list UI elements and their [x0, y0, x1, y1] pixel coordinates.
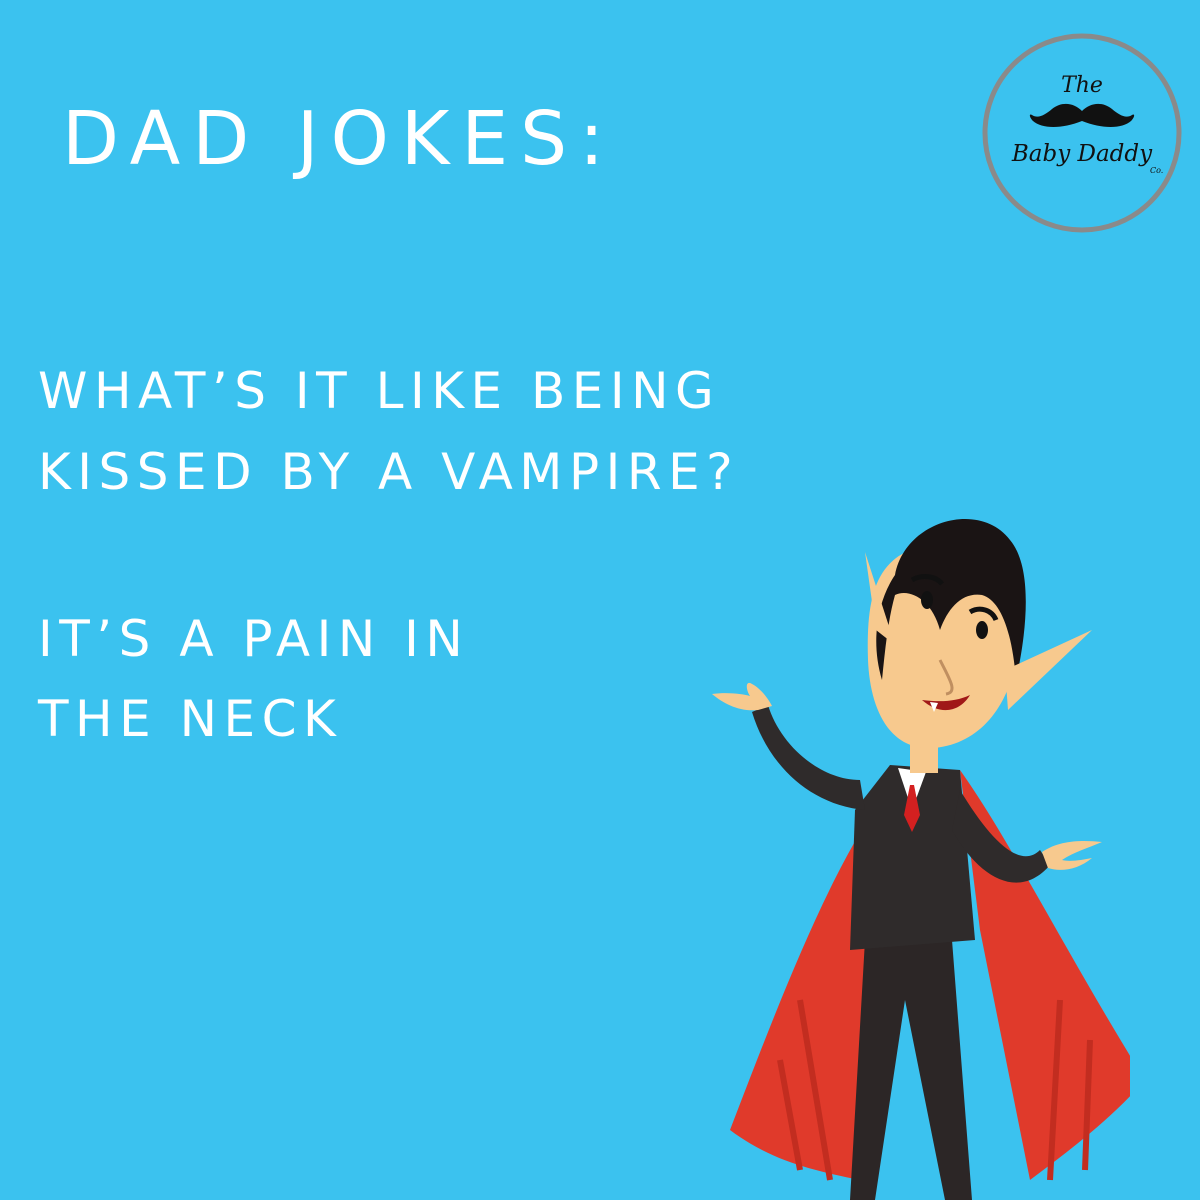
vampire-right-hand [1042, 841, 1102, 870]
joke-question-line-2: KISSED BY A VAMPIRE? [38, 443, 740, 501]
vampire-legs [850, 940, 972, 1200]
brand-logo [982, 33, 1182, 233]
vampire-head [865, 519, 1092, 748]
logo-suffix: Co. [1150, 166, 1164, 175]
joke-answer-line-2: THE NECK [38, 690, 343, 748]
logo-top-text: The [1061, 73, 1103, 98]
vampire-left-hand [712, 683, 772, 710]
joke-question-line-1: WHAT’S IT LIKE BEING [38, 362, 721, 420]
joke-answer-line-1: IT’S A PAIN IN [38, 610, 470, 668]
vampire-illustration [690, 480, 1130, 1200]
logo-main-text: Baby Daddy [1011, 141, 1153, 167]
page-title: DAD JOKES: [62, 96, 617, 182]
logo-ring [982, 33, 1182, 233]
